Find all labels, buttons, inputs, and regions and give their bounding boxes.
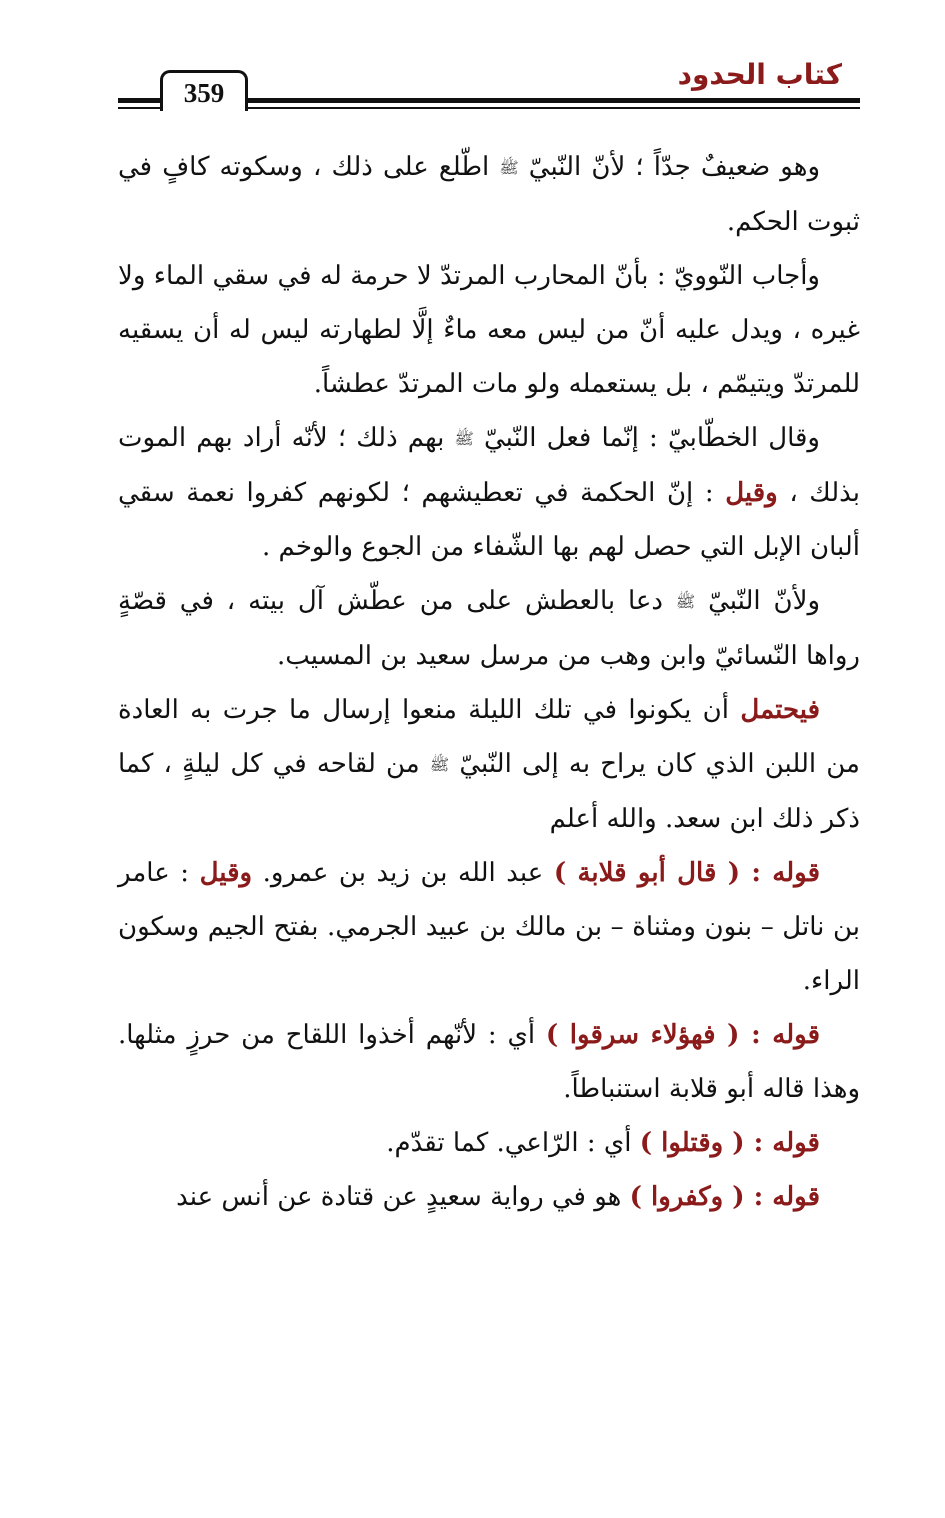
chapter-title: كتاب الحدود — [677, 58, 842, 91]
text-run: وقال الخطّابيّ : إنّما فعل النّبيّ — [473, 423, 820, 453]
paragraph — [118, 1116, 860, 1170]
paragraph — [118, 846, 860, 1008]
paragraph — [118, 1170, 860, 1224]
highlighted-term: قوله : ( فهؤلاء سرقوا ) — [545, 1020, 820, 1050]
text-run: : إنّ الحكمة في تعطيشهم ؛ لكونهم كفروا نعمة سقي ألبان الإبل التي حصل لهم بها الشّفاء من الجوع والوخم . — [118, 478, 860, 562]
highlighted-term: قوله : ( وقتلوا ) — [639, 1128, 820, 1158]
paragraph — [118, 140, 860, 249]
text-run: من لقاحه في كل ليلةٍ ، كما ذكر ذلك ابن سعد. والله أعلم — [118, 749, 860, 834]
paragraph — [118, 683, 860, 846]
paragraph — [118, 574, 860, 683]
text-run: ولأنّ النّبيّ — [695, 586, 820, 616]
highlighted-term: وقيل — [725, 478, 778, 508]
text-run: بهم ذلك ؛ لأنّه أراد بهم الموت بذلك ، — [118, 423, 861, 508]
text-run: وهو ضعيفٌ جدّاً ؛ لأنّ النّبيّ — [518, 152, 821, 182]
honorific-glyph: ﷺ — [499, 158, 519, 177]
text-run: هو في رواية سعيدٍ عن قتادة عن أنس عند — [176, 1182, 630, 1212]
honorific-glyph: ﷺ — [675, 592, 696, 611]
honorific-glyph: ﷺ — [454, 429, 474, 448]
page-header — [118, 48, 860, 118]
page-number-box — [160, 70, 248, 111]
paragraph — [118, 1008, 860, 1116]
highlighted-term: قوله : ( وكفروا ) — [629, 1182, 820, 1212]
text-run: أي : الرّاعي. كما تقدّم. — [386, 1128, 640, 1158]
text-run: عبد الله بن زيد بن عمرو. — [252, 858, 554, 888]
honorific-glyph: ﷺ — [429, 755, 450, 774]
paragraph — [118, 411, 860, 574]
text-run: اطّلع على ذلك ، وسكوته كافٍ في ثبوت الحكم. — [118, 152, 860, 237]
highlighted-term: وقيل — [199, 858, 253, 888]
text-run: وأجاب النّوويّ : بأنّ المحارب المرتدّ لا حرمة له في سقي الماء ولا غيره ، ويدل عليه أنّ من ليس معه ماءٌ إلَّا لطهارته ليس له أن يسقيه للمرتدّ ويتيمّم ، بل يستعمله ولو مات المرتدّ عطشاً. — [118, 261, 860, 399]
highlighted-term: قوله : ( قال أبو قلابة ) — [553, 858, 820, 888]
paragraph — [118, 249, 860, 411]
text-run: دعا بالعطش على من عطّش آل بيته ، في قصّةٍ رواها النّسائيّ وابن وهب من مرسل سعيد بن المسيب. — [118, 586, 860, 671]
highlighted-term: فيحتمل — [740, 695, 820, 725]
text-run: : عامر بن ناتل – بنون ومثناة – بن مالك بن عبيد الجرمي. بفتح الجيم وسكون الراء. — [118, 858, 860, 996]
text-run: أي : لأنّهم أخذوا اللقاح من حرزٍ مثلها. وهذا قاله أبو قلابة استنباطاً. — [118, 1020, 860, 1104]
page-body — [118, 140, 860, 1224]
page-number: 359 — [183, 78, 225, 108]
text-run: أن يكونوا في تلك الليلة منعوا إرسال ما جرت به العادة من اللبن الذي كان يراح به إلى النّبيّ — [118, 695, 860, 779]
